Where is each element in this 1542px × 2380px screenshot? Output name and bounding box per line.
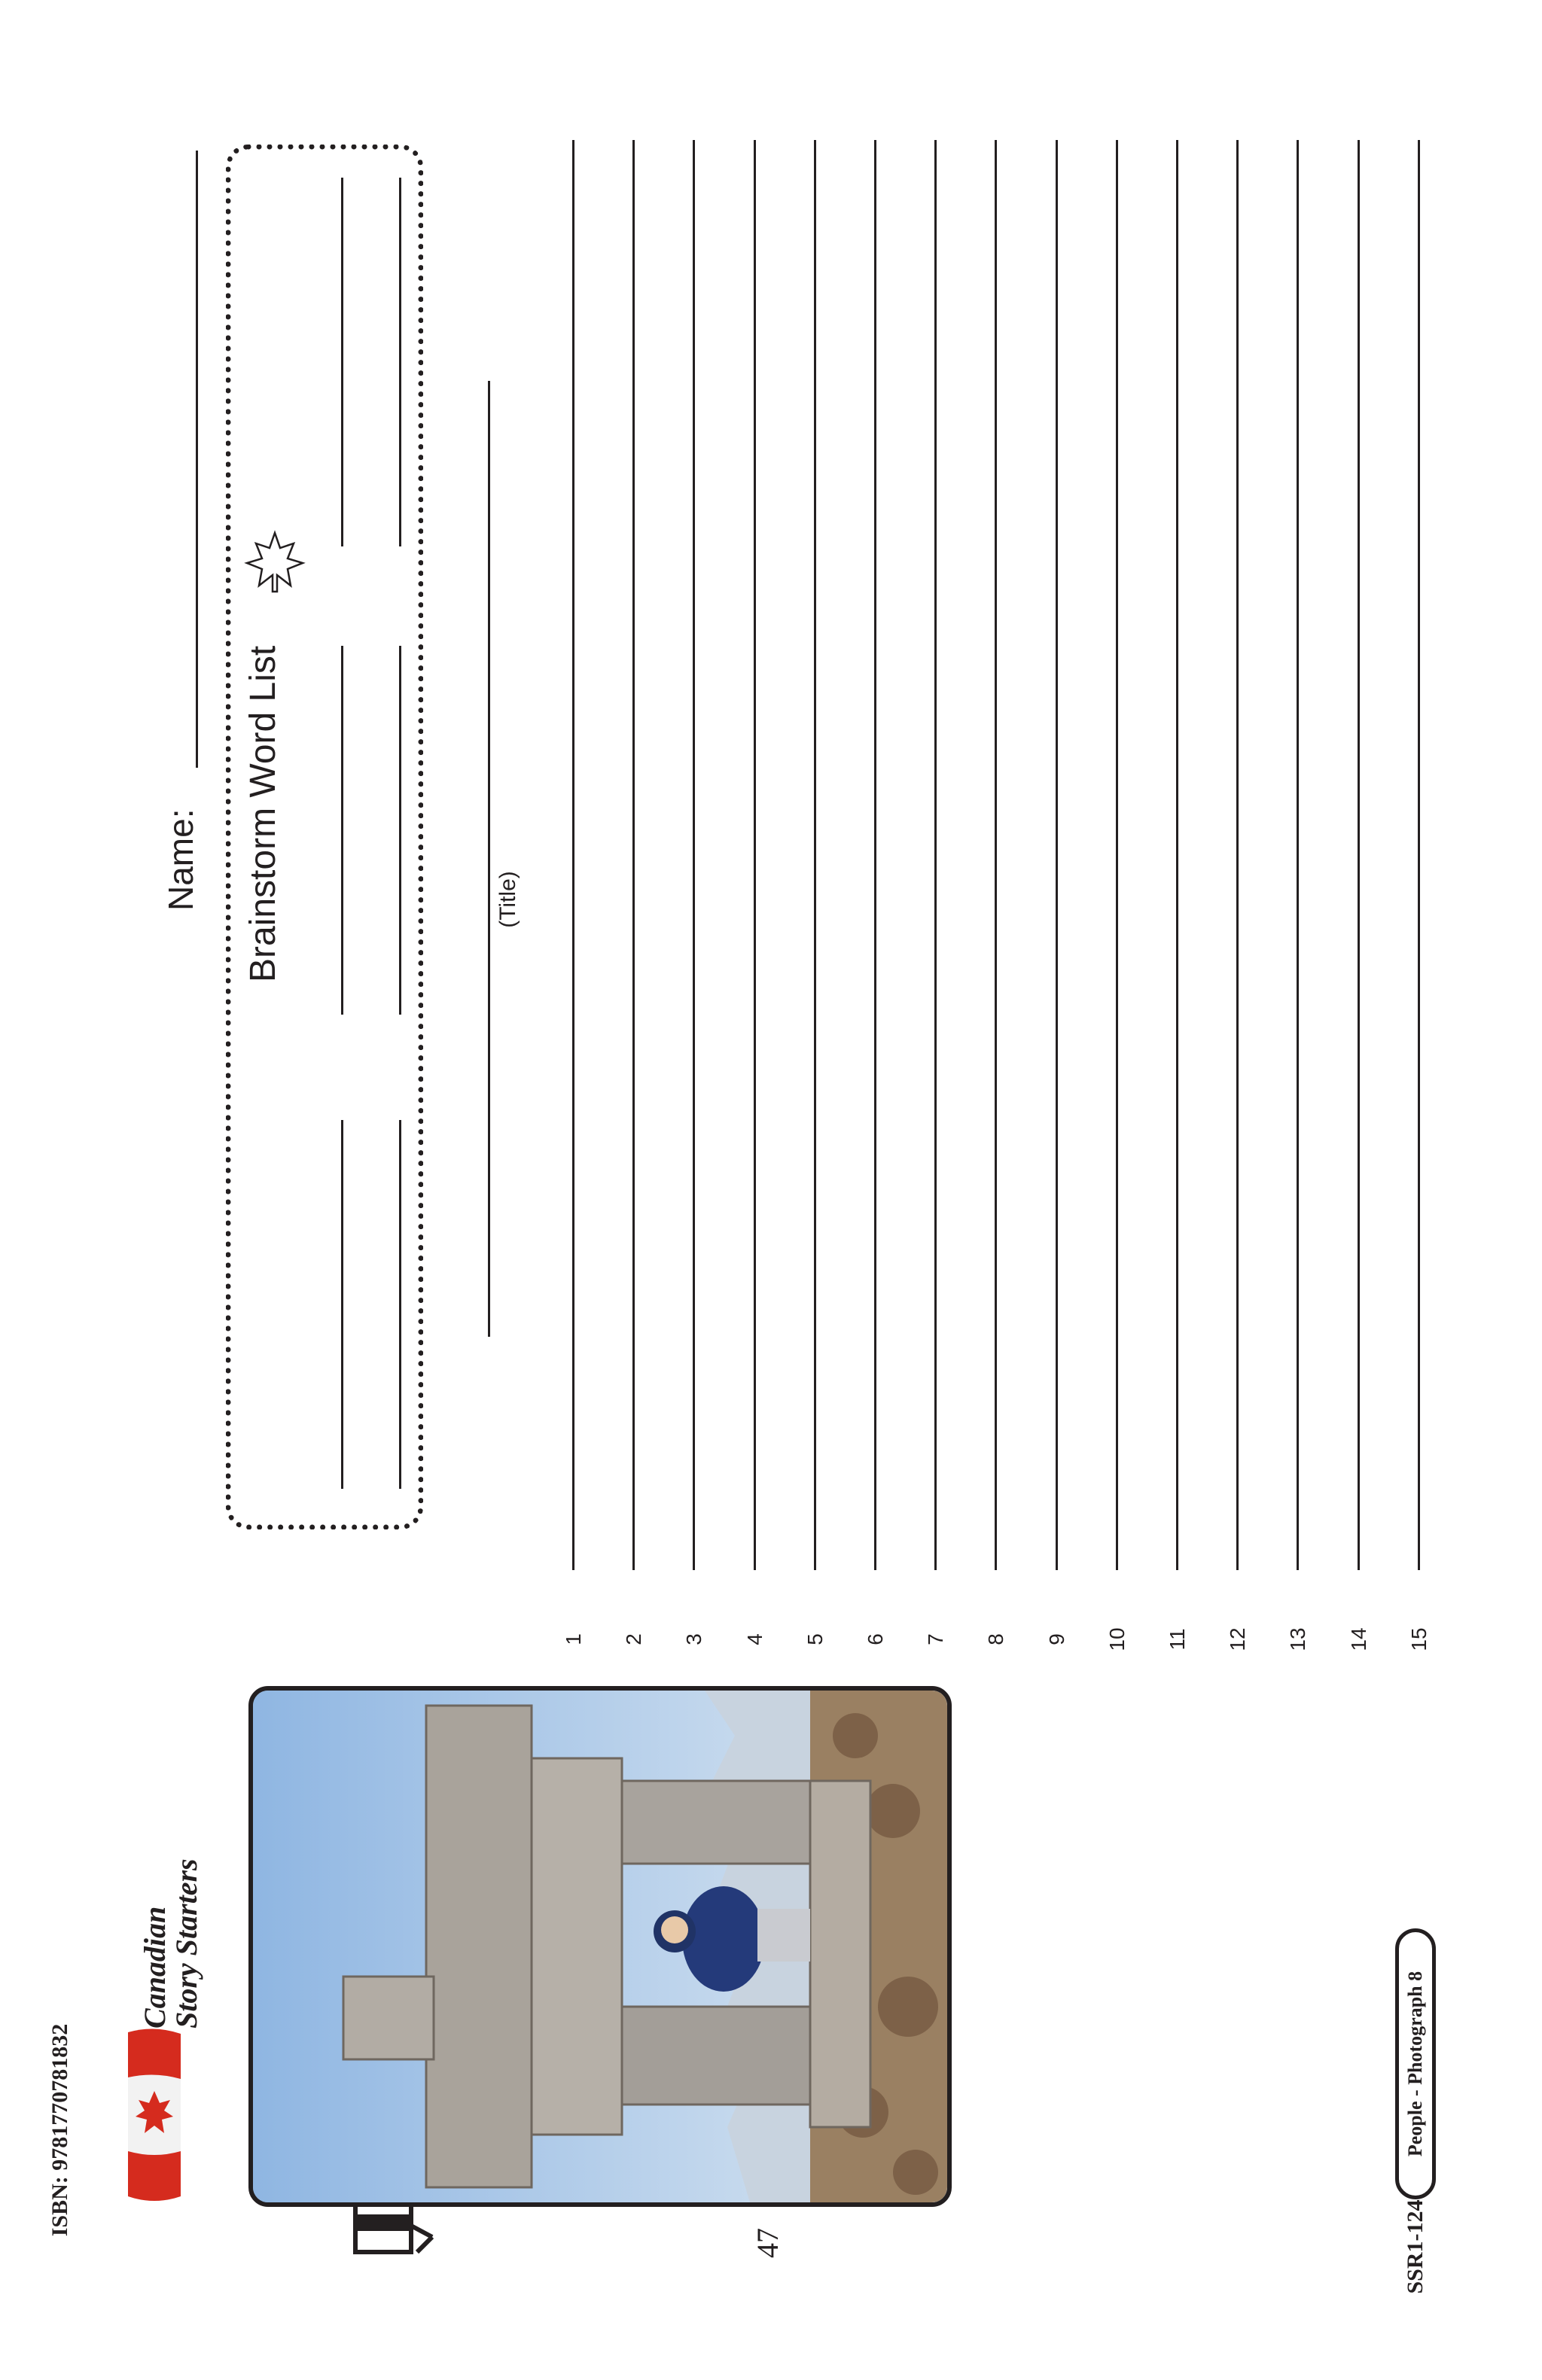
brainstorm-line <box>341 646 343 1015</box>
line-number: 9 <box>1044 1633 1068 1645</box>
writing-line[interactable] <box>934 140 937 1570</box>
writing-line[interactable] <box>572 140 574 1570</box>
writing-line[interactable] <box>995 140 997 1570</box>
writing-line[interactable] <box>1358 140 1360 1570</box>
brainstorm-line <box>399 1120 401 1489</box>
brainstorm-line <box>399 178 401 546</box>
maple-leaf-icon <box>241 527 309 595</box>
series-code: SSR1-124 <box>1403 2199 1428 2294</box>
line-number: 14 <box>1346 1627 1370 1651</box>
inukshuk-photo <box>248 1686 952 2207</box>
brainstorm-line <box>341 1120 343 1489</box>
writing-line[interactable] <box>632 140 635 1570</box>
writing-line[interactable] <box>754 140 756 1570</box>
line-number: 7 <box>924 1633 948 1645</box>
writing-line[interactable] <box>1236 140 1239 1570</box>
line-number: 8 <box>984 1633 1008 1645</box>
line-number: 11 <box>1166 1628 1189 1651</box>
page-number: 47 <box>751 2228 785 2258</box>
photo-caption: People - Photograph 8 <box>1404 1971 1426 2157</box>
line-number: 4 <box>742 1633 766 1645</box>
writing-line[interactable] <box>1297 140 1299 1570</box>
line-number: 10 <box>1105 1627 1129 1651</box>
brand-line-story-starters: Story Starters <box>169 1858 203 2028</box>
brainstorm-line <box>399 646 401 1015</box>
line-number: 2 <box>622 1633 646 1645</box>
brand-title <box>139 1803 207 2028</box>
writing-line[interactable] <box>693 140 695 1570</box>
brand-line-canadian: Canadian <box>138 1906 172 2028</box>
brainstorm-line <box>341 178 343 546</box>
line-number: 15 <box>1406 1627 1431 1651</box>
name-line <box>196 151 198 768</box>
line-number: 1 <box>562 1633 585 1645</box>
name-label: Name: <box>161 808 200 911</box>
canada-flag-icon <box>120 2025 188 2205</box>
line-number: 6 <box>864 1633 887 1645</box>
line-number: 12 <box>1226 1627 1250 1651</box>
isbn-label: ISBN: 9781770781832 <box>47 2023 72 2237</box>
writing-line[interactable] <box>1116 140 1118 1570</box>
writing-line[interactable] <box>874 140 876 1570</box>
photo-caption-badge <box>1395 1928 1436 2199</box>
writing-line[interactable] <box>1418 140 1420 1570</box>
title-line <box>488 381 490 1337</box>
line-number: 13 <box>1286 1627 1310 1651</box>
writing-line[interactable] <box>1176 140 1178 1570</box>
writing-line[interactable] <box>1056 140 1058 1570</box>
line-number: 3 <box>682 1633 706 1645</box>
title-caption: (Title) <box>495 871 520 928</box>
brainstorm-title: Brainstorm Word List <box>243 645 283 982</box>
line-number: 5 <box>803 1633 827 1645</box>
writing-line[interactable] <box>814 140 816 1570</box>
